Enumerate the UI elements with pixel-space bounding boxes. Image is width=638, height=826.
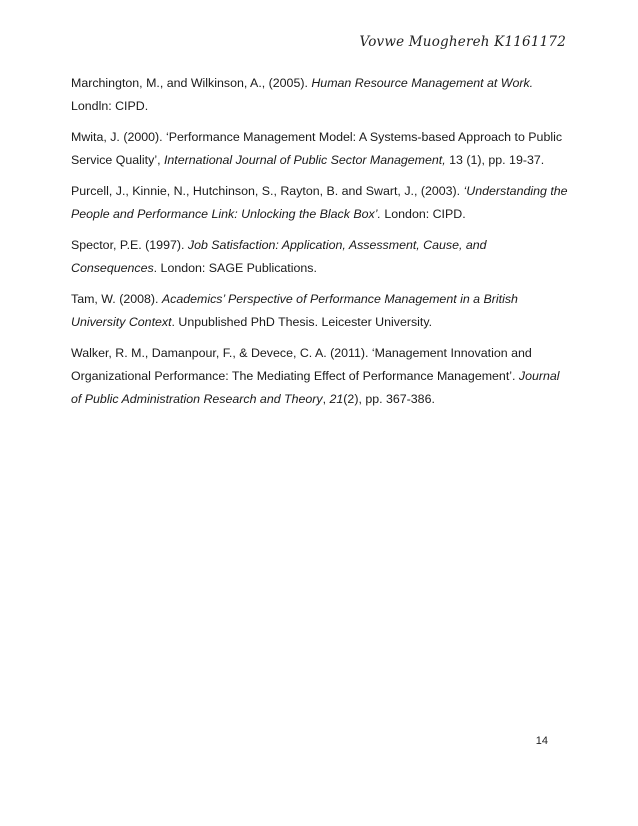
reference-title: International Journal of Public Sector Management, bbox=[163, 153, 446, 167]
reference-text: . London: SAGE Publications. bbox=[153, 261, 317, 275]
reference-text: Spector, P.E. (1997). bbox=[71, 238, 188, 252]
reference-text: , bbox=[322, 392, 330, 406]
reference-text: London: CIPD. bbox=[380, 207, 466, 221]
reference-text: Walker, R. M., Damanpour, F., & Devece, C. A. (2011). ‘Management Innovation and Organizational Performance: The Mediating Effect of Performance Management’. bbox=[71, 346, 532, 383]
reference-text: Tam, W. (2008). bbox=[71, 292, 162, 306]
reference-list bbox=[71, 72, 571, 419]
reference-text: 13 (1), pp. 19-37. bbox=[445, 153, 545, 167]
reference-text: Marchington, M., and Wilkinson, A., (2005). bbox=[71, 76, 312, 90]
reference-entry bbox=[71, 180, 571, 226]
reference-title: ‘Understanding the People and Performance Link: Unlocking the Black Box’. bbox=[71, 184, 568, 221]
reference-entry bbox=[71, 288, 571, 334]
reference-text: Londln: CIPD. bbox=[71, 99, 149, 113]
reference-entry bbox=[71, 126, 571, 172]
running-header: Vovwe Muoghereh K1161172 bbox=[359, 34, 566, 50]
reference-text: Purcell, J., Kinnie, N., Hutchinson, S., Rayton, B. and Swart, J., (2003). bbox=[71, 184, 464, 198]
reference-title: Job Satisfaction: Application, Assessment, Cause, and Consequences bbox=[71, 238, 487, 275]
reference-entry bbox=[71, 72, 571, 118]
reference-title: 21 bbox=[329, 392, 344, 406]
reference-entry bbox=[71, 342, 571, 411]
reference-text: Mwita, J. (2000). ‘Performance Management Model: A Systems-based Approach to Public Service Quality’, bbox=[71, 130, 563, 167]
page-number: 14 bbox=[535, 735, 548, 747]
reference-text: . Unpublished PhD Thesis. Leicester University. bbox=[171, 315, 433, 329]
reference-text: (2), pp. 367-386. bbox=[343, 392, 435, 406]
reference-title: Academics’ Perspective of Performance Management in a British University Context bbox=[71, 292, 518, 329]
reference-title: Human Resource Management at Work. bbox=[311, 76, 534, 90]
reference-title: Journal of Public Administration Research and Theory bbox=[71, 369, 560, 406]
reference-entry bbox=[71, 234, 571, 280]
